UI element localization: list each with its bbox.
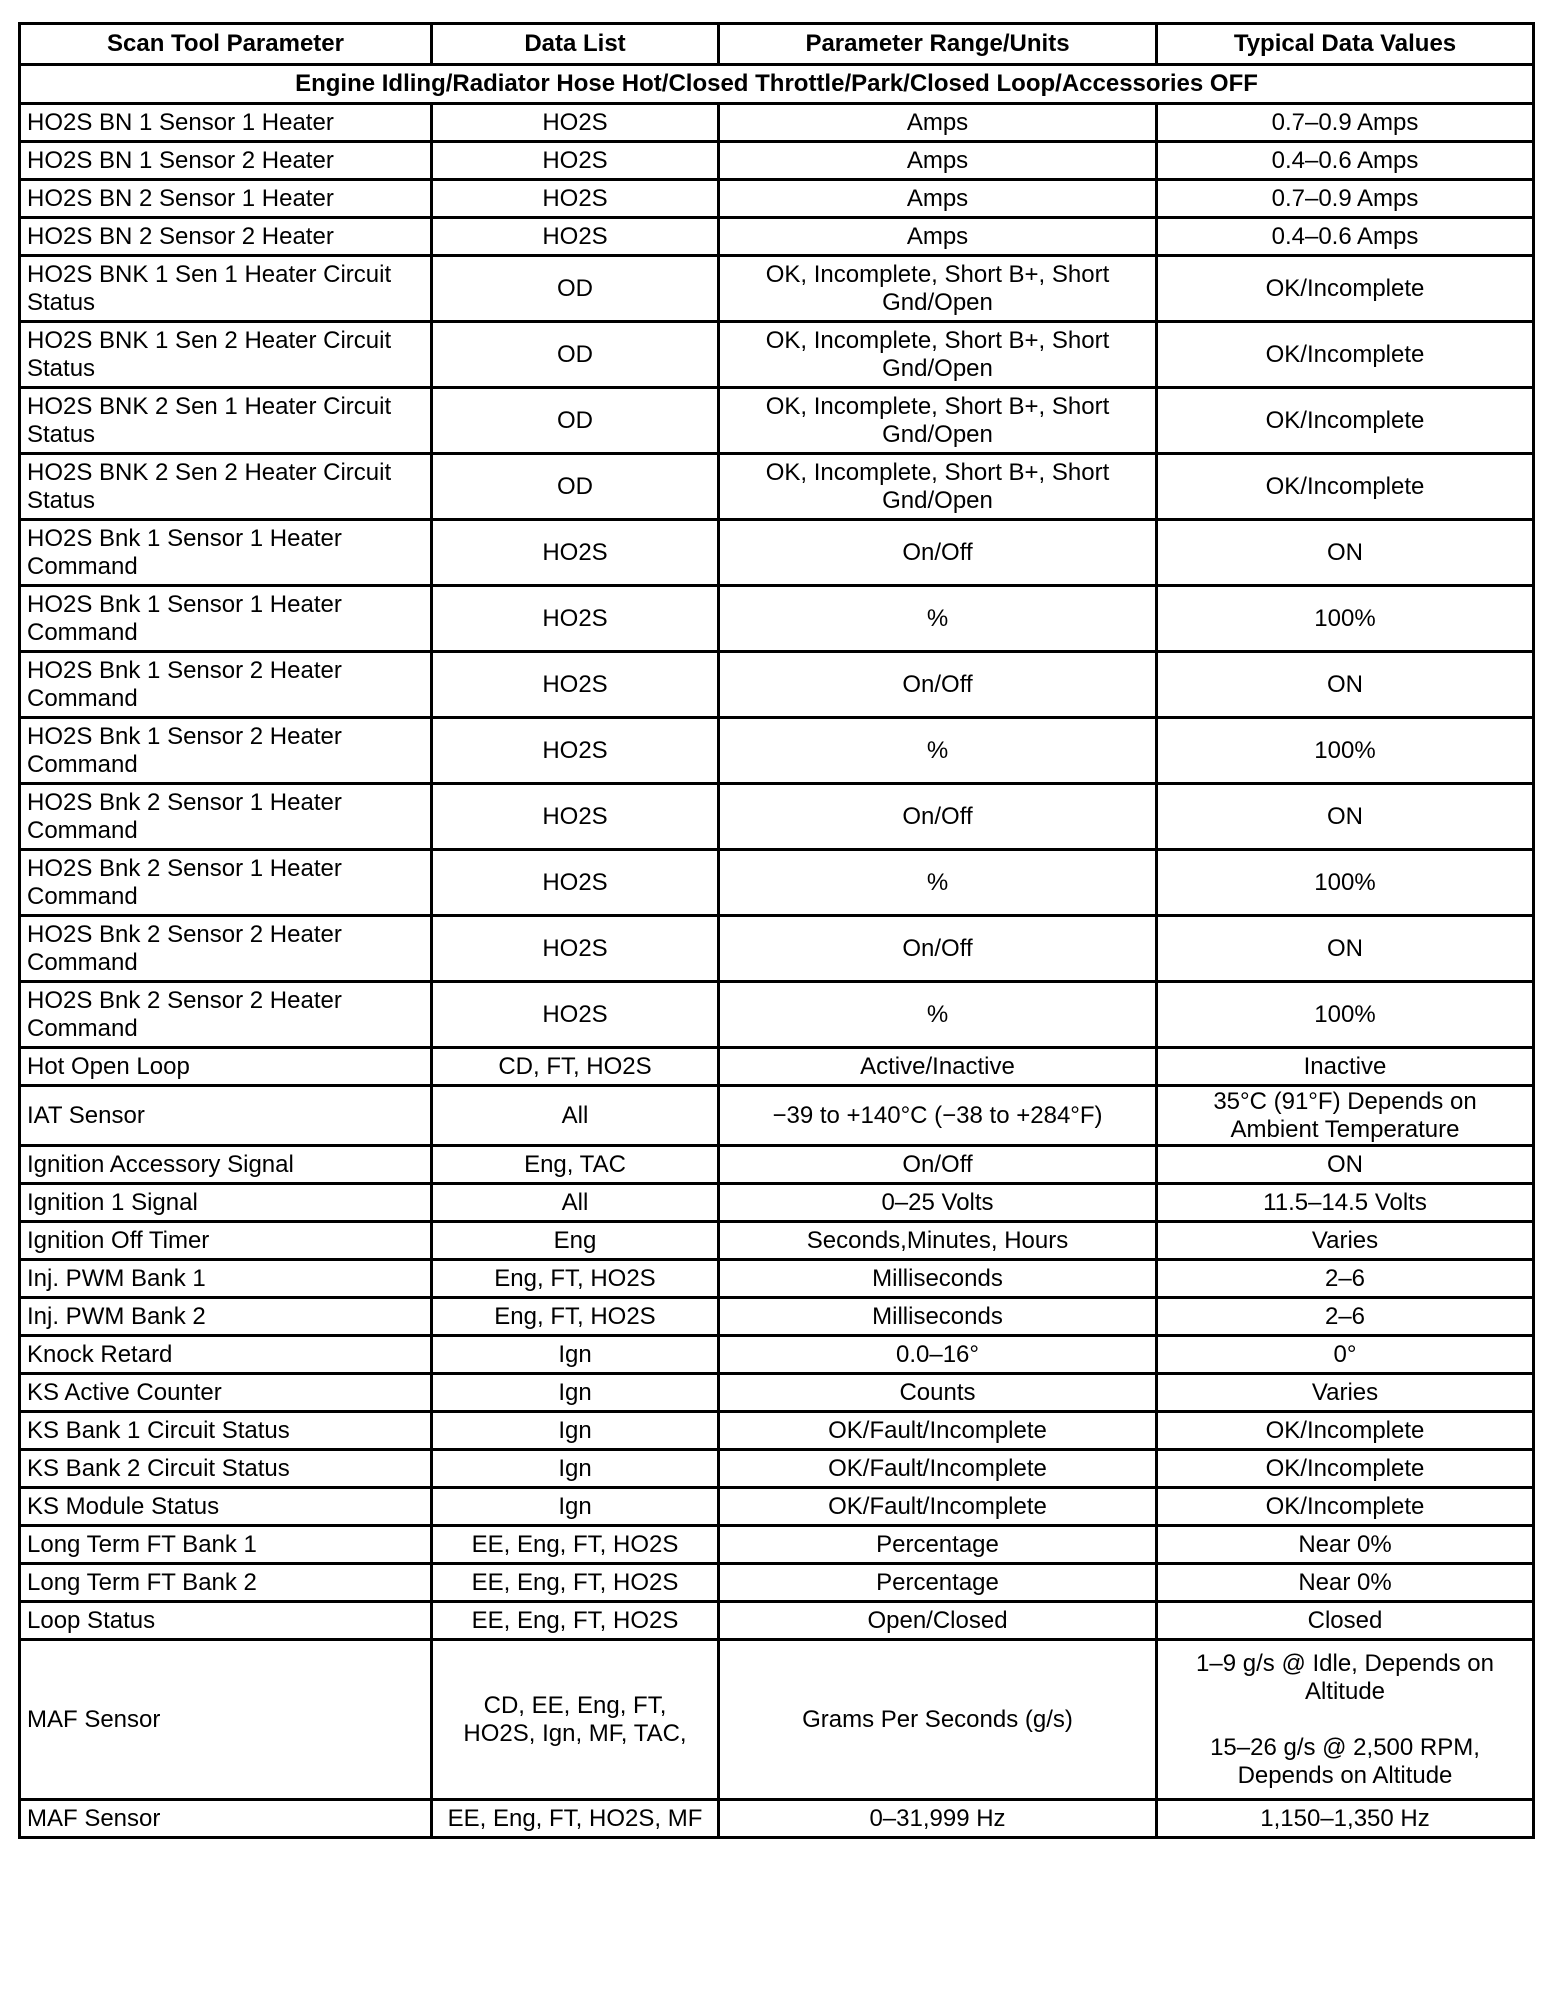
cell-data-list: EE, Eng, FT, HO2S: [432, 1602, 719, 1640]
cell-data-list: Ign: [432, 1488, 719, 1526]
cell-parameter-range: Percentage: [719, 1526, 1157, 1564]
cell-parameter-range: 0–25 Volts: [719, 1184, 1157, 1222]
cell-scan-tool-parameter: HO2S Bnk 2 Sensor 1 Heater Command: [20, 850, 432, 916]
cell-data-list: HO2S: [432, 982, 719, 1048]
cell-data-list: Eng: [432, 1222, 719, 1260]
cell-parameter-range: Seconds,Minutes, Hours: [719, 1222, 1157, 1260]
cell-data-list: Ign: [432, 1450, 719, 1488]
table-row: [20, 652, 1534, 718]
cell-data-list: EE, Eng, FT, HO2S: [432, 1526, 719, 1564]
cell-data-list: CD, EE, Eng, FT, HO2S, Ign, MF, TAC,: [432, 1640, 719, 1800]
cell-typical-value: 0.4–0.6 Amps: [1157, 218, 1534, 256]
cell-typical-value: ON: [1157, 652, 1534, 718]
cell-parameter-range: OK, Incomplete, Short B+, Short Gnd/Open: [719, 256, 1157, 322]
table-row: [20, 1146, 1534, 1184]
cell-data-list: Ign: [432, 1374, 719, 1412]
cell-data-list: CD, FT, HO2S: [432, 1048, 719, 1086]
table-body: [20, 65, 1534, 1838]
cell-scan-tool-parameter: Ignition Accessory Signal: [20, 1146, 432, 1184]
cell-scan-tool-parameter: HO2S Bnk 1 Sensor 2 Heater Command: [20, 718, 432, 784]
cell-parameter-range: −39 to +140°C (−38 to +284°F): [719, 1086, 1157, 1146]
cell-data-list: All: [432, 1086, 719, 1146]
cell-typical-value: 0.7–0.9 Amps: [1157, 104, 1534, 142]
cell-typical-value: 100%: [1157, 982, 1534, 1048]
cell-data-list: OD: [432, 388, 719, 454]
cell-typical-value: 0°: [1157, 1336, 1534, 1374]
cell-scan-tool-parameter: IAT Sensor: [20, 1086, 432, 1146]
cell-typical-value: 100%: [1157, 850, 1534, 916]
cell-parameter-range: %: [719, 586, 1157, 652]
cell-data-list: HO2S: [432, 718, 719, 784]
table-row: [20, 1800, 1534, 1838]
cell-scan-tool-parameter: HO2S BN 2 Sensor 1 Heater: [20, 180, 432, 218]
cell-scan-tool-parameter: Ignition 1 Signal: [20, 1184, 432, 1222]
table-row: [20, 256, 1534, 322]
cell-typical-value: Near 0%: [1157, 1526, 1534, 1564]
cell-data-list: OD: [432, 256, 719, 322]
scan-tool-data-table-container: [18, 22, 1532, 1839]
cell-scan-tool-parameter: Inj. PWM Bank 1: [20, 1260, 432, 1298]
cell-scan-tool-parameter: Long Term FT Bank 1: [20, 1526, 432, 1564]
cell-scan-tool-parameter: KS Active Counter: [20, 1374, 432, 1412]
cell-scan-tool-parameter: HO2S BN 1 Sensor 1 Heater: [20, 104, 432, 142]
column-header-typical-data-values: Typical Data Values: [1157, 24, 1534, 65]
cell-typical-value: 1,150–1,350 Hz: [1157, 1800, 1534, 1838]
cell-scan-tool-parameter: MAF Sensor: [20, 1640, 432, 1800]
cell-parameter-range: Percentage: [719, 1564, 1157, 1602]
cell-parameter-range: Milliseconds: [719, 1260, 1157, 1298]
cell-scan-tool-parameter: HO2S BNK 1 Sen 1 Heater Circuit Status: [20, 256, 432, 322]
cell-scan-tool-parameter: HO2S Bnk 1 Sensor 1 Heater Command: [20, 520, 432, 586]
cell-scan-tool-parameter: KS Module Status: [20, 1488, 432, 1526]
column-header-parameter-range-units: Parameter Range/Units: [719, 24, 1157, 65]
cell-scan-tool-parameter: HO2S BN 1 Sensor 2 Heater: [20, 142, 432, 180]
table-row: [20, 916, 1534, 982]
cell-parameter-range: On/Off: [719, 916, 1157, 982]
cell-parameter-range: On/Off: [719, 1146, 1157, 1184]
cell-scan-tool-parameter: Knock Retard: [20, 1336, 432, 1374]
cell-typical-value: Closed: [1157, 1602, 1534, 1640]
cell-typical-value: Near 0%: [1157, 1564, 1534, 1602]
cell-scan-tool-parameter: HO2S BN 2 Sensor 2 Heater: [20, 218, 432, 256]
cell-data-list: HO2S: [432, 916, 719, 982]
cell-typical-value: 2–6: [1157, 1298, 1534, 1336]
cell-data-list: HO2S: [432, 652, 719, 718]
cell-typical-value: Varies: [1157, 1374, 1534, 1412]
cell-parameter-range: Amps: [719, 104, 1157, 142]
cell-typical-value: 100%: [1157, 718, 1534, 784]
table-row: [20, 1374, 1534, 1412]
table-row: [20, 1602, 1534, 1640]
cell-data-list: HO2S: [432, 218, 719, 256]
cell-scan-tool-parameter: HO2S Bnk 2 Sensor 2 Heater Command: [20, 982, 432, 1048]
cell-scan-tool-parameter: HO2S Bnk 2 Sensor 2 Heater Command: [20, 916, 432, 982]
cell-typical-value: ON: [1157, 520, 1534, 586]
cell-data-list: Ign: [432, 1336, 719, 1374]
table-row: [20, 1488, 1534, 1526]
table-row: [20, 1184, 1534, 1222]
column-header-scan-tool-parameter: Scan Tool Parameter: [20, 24, 432, 65]
cell-typical-value: OK/Incomplete: [1157, 454, 1534, 520]
table-row: [20, 520, 1534, 586]
cell-typical-value: Inactive: [1157, 1048, 1534, 1086]
column-header-data-list: Data List: [432, 24, 719, 65]
cell-typical-value: OK/Incomplete: [1157, 322, 1534, 388]
cell-typical-value: OK/Incomplete: [1157, 1450, 1534, 1488]
cell-data-list: EE, Eng, FT, HO2S, MF: [432, 1800, 719, 1838]
cell-data-list: All: [432, 1184, 719, 1222]
cell-scan-tool-parameter: Ignition Off Timer: [20, 1222, 432, 1260]
cell-typical-value: ON: [1157, 1146, 1534, 1184]
cell-parameter-range: OK/Fault/Incomplete: [719, 1488, 1157, 1526]
table-row: [20, 1298, 1534, 1336]
cell-parameter-range: Amps: [719, 142, 1157, 180]
cell-data-list: OD: [432, 322, 719, 388]
table-row: [20, 1336, 1534, 1374]
cell-typical-value: 0.4–0.6 Amps: [1157, 142, 1534, 180]
cell-typical-value: 35°C (91°F) Depends on Ambient Temperature: [1157, 1086, 1534, 1146]
cell-typical-value: OK/Incomplete: [1157, 256, 1534, 322]
cell-typical-value: Varies: [1157, 1222, 1534, 1260]
cell-parameter-range: Open/Closed: [719, 1602, 1157, 1640]
cell-typical-value: ON: [1157, 916, 1534, 982]
cell-parameter-range: Counts: [719, 1374, 1157, 1412]
cell-parameter-range: OK, Incomplete, Short B+, Short Gnd/Open: [719, 322, 1157, 388]
table-row: [20, 1048, 1534, 1086]
section-condition-label: Engine Idling/Radiator Hose Hot/Closed Throttle/Park/Closed Loop/Accessories OFF: [20, 65, 1534, 104]
cell-scan-tool-parameter: Long Term FT Bank 2: [20, 1564, 432, 1602]
cell-data-list: OD: [432, 454, 719, 520]
cell-parameter-range: %: [719, 850, 1157, 916]
cell-scan-tool-parameter: HO2S Bnk 1 Sensor 2 Heater Command: [20, 652, 432, 718]
cell-scan-tool-parameter: HO2S BNK 2 Sen 2 Heater Circuit Status: [20, 454, 432, 520]
cell-data-list: Eng, FT, HO2S: [432, 1260, 719, 1298]
cell-parameter-range: %: [719, 718, 1157, 784]
cell-data-list: HO2S: [432, 850, 719, 916]
cell-scan-tool-parameter: MAF Sensor: [20, 1800, 432, 1838]
cell-parameter-range: OK, Incomplete, Short B+, Short Gnd/Open: [719, 454, 1157, 520]
cell-typical-value: OK/Incomplete: [1157, 388, 1534, 454]
cell-parameter-range: OK, Incomplete, Short B+, Short Gnd/Open: [719, 388, 1157, 454]
cell-parameter-range: On/Off: [719, 652, 1157, 718]
table-row: [20, 1640, 1534, 1800]
cell-parameter-range: OK/Fault/Incomplete: [719, 1450, 1157, 1488]
cell-typical-value: 1–9 g/s @ Idle, Depends on Altitude 15–26 g/s @ 2,500 RPM, Depends on Altitude: [1157, 1640, 1534, 1800]
cell-parameter-range: Grams Per Seconds (g/s): [719, 1640, 1157, 1800]
cell-parameter-range: Milliseconds: [719, 1298, 1157, 1336]
table-row: [20, 1564, 1534, 1602]
table-row: [20, 718, 1534, 784]
cell-parameter-range: OK/Fault/Incomplete: [719, 1412, 1157, 1450]
cell-typical-value: 0.7–0.9 Amps: [1157, 180, 1534, 218]
cell-data-list: EE, Eng, FT, HO2S: [432, 1564, 719, 1602]
cell-scan-tool-parameter: HO2S BNK 2 Sen 1 Heater Circuit Status: [20, 388, 432, 454]
cell-data-list: HO2S: [432, 586, 719, 652]
table-header-row: [20, 24, 1534, 65]
cell-scan-tool-parameter: Hot Open Loop: [20, 1048, 432, 1086]
cell-typical-value: OK/Incomplete: [1157, 1412, 1534, 1450]
table-row: [20, 1412, 1534, 1450]
table-row: [20, 322, 1534, 388]
cell-typical-value: 2–6: [1157, 1260, 1534, 1298]
cell-typical-value: 11.5–14.5 Volts: [1157, 1184, 1534, 1222]
cell-parameter-range: Amps: [719, 218, 1157, 256]
table-row: [20, 142, 1534, 180]
table-row: [20, 850, 1534, 916]
section-condition-row: [20, 65, 1534, 104]
cell-data-list: HO2S: [432, 142, 719, 180]
cell-scan-tool-parameter: HO2S Bnk 2 Sensor 1 Heater Command: [20, 784, 432, 850]
cell-parameter-range: 0–31,999 Hz: [719, 1800, 1157, 1838]
table-row: [20, 1086, 1534, 1146]
cell-data-list: HO2S: [432, 520, 719, 586]
table-row: [20, 180, 1534, 218]
table-row: [20, 784, 1534, 850]
cell-parameter-range: %: [719, 982, 1157, 1048]
table-row: [20, 982, 1534, 1048]
cell-data-list: Eng, FT, HO2S: [432, 1298, 719, 1336]
cell-typical-value: 100%: [1157, 586, 1534, 652]
cell-scan-tool-parameter: Loop Status: [20, 1602, 432, 1640]
table-row: [20, 1526, 1534, 1564]
table-row: [20, 104, 1534, 142]
table-row: [20, 454, 1534, 520]
cell-data-list: Eng, TAC: [432, 1146, 719, 1184]
table-row: [20, 1222, 1534, 1260]
cell-data-list: Ign: [432, 1412, 719, 1450]
cell-scan-tool-parameter: Inj. PWM Bank 2: [20, 1298, 432, 1336]
cell-parameter-range: On/Off: [719, 784, 1157, 850]
table-row: [20, 1260, 1534, 1298]
table-row: [20, 1450, 1534, 1488]
cell-scan-tool-parameter: KS Bank 2 Circuit Status: [20, 1450, 432, 1488]
cell-parameter-range: 0.0–16°: [719, 1336, 1157, 1374]
cell-scan-tool-parameter: HO2S Bnk 1 Sensor 1 Heater Command: [20, 586, 432, 652]
cell-parameter-range: Active/Inactive: [719, 1048, 1157, 1086]
cell-parameter-range: Amps: [719, 180, 1157, 218]
scan-tool-data-table: [18, 22, 1535, 1839]
table-row: [20, 388, 1534, 454]
cell-parameter-range: On/Off: [719, 520, 1157, 586]
table-row: [20, 586, 1534, 652]
cell-scan-tool-parameter: HO2S BNK 1 Sen 2 Heater Circuit Status: [20, 322, 432, 388]
cell-data-list: HO2S: [432, 180, 719, 218]
cell-scan-tool-parameter: KS Bank 1 Circuit Status: [20, 1412, 432, 1450]
table-row: [20, 218, 1534, 256]
cell-typical-value: ON: [1157, 784, 1534, 850]
cell-data-list: HO2S: [432, 104, 719, 142]
cell-typical-value: OK/Incomplete: [1157, 1488, 1534, 1526]
cell-data-list: HO2S: [432, 784, 719, 850]
